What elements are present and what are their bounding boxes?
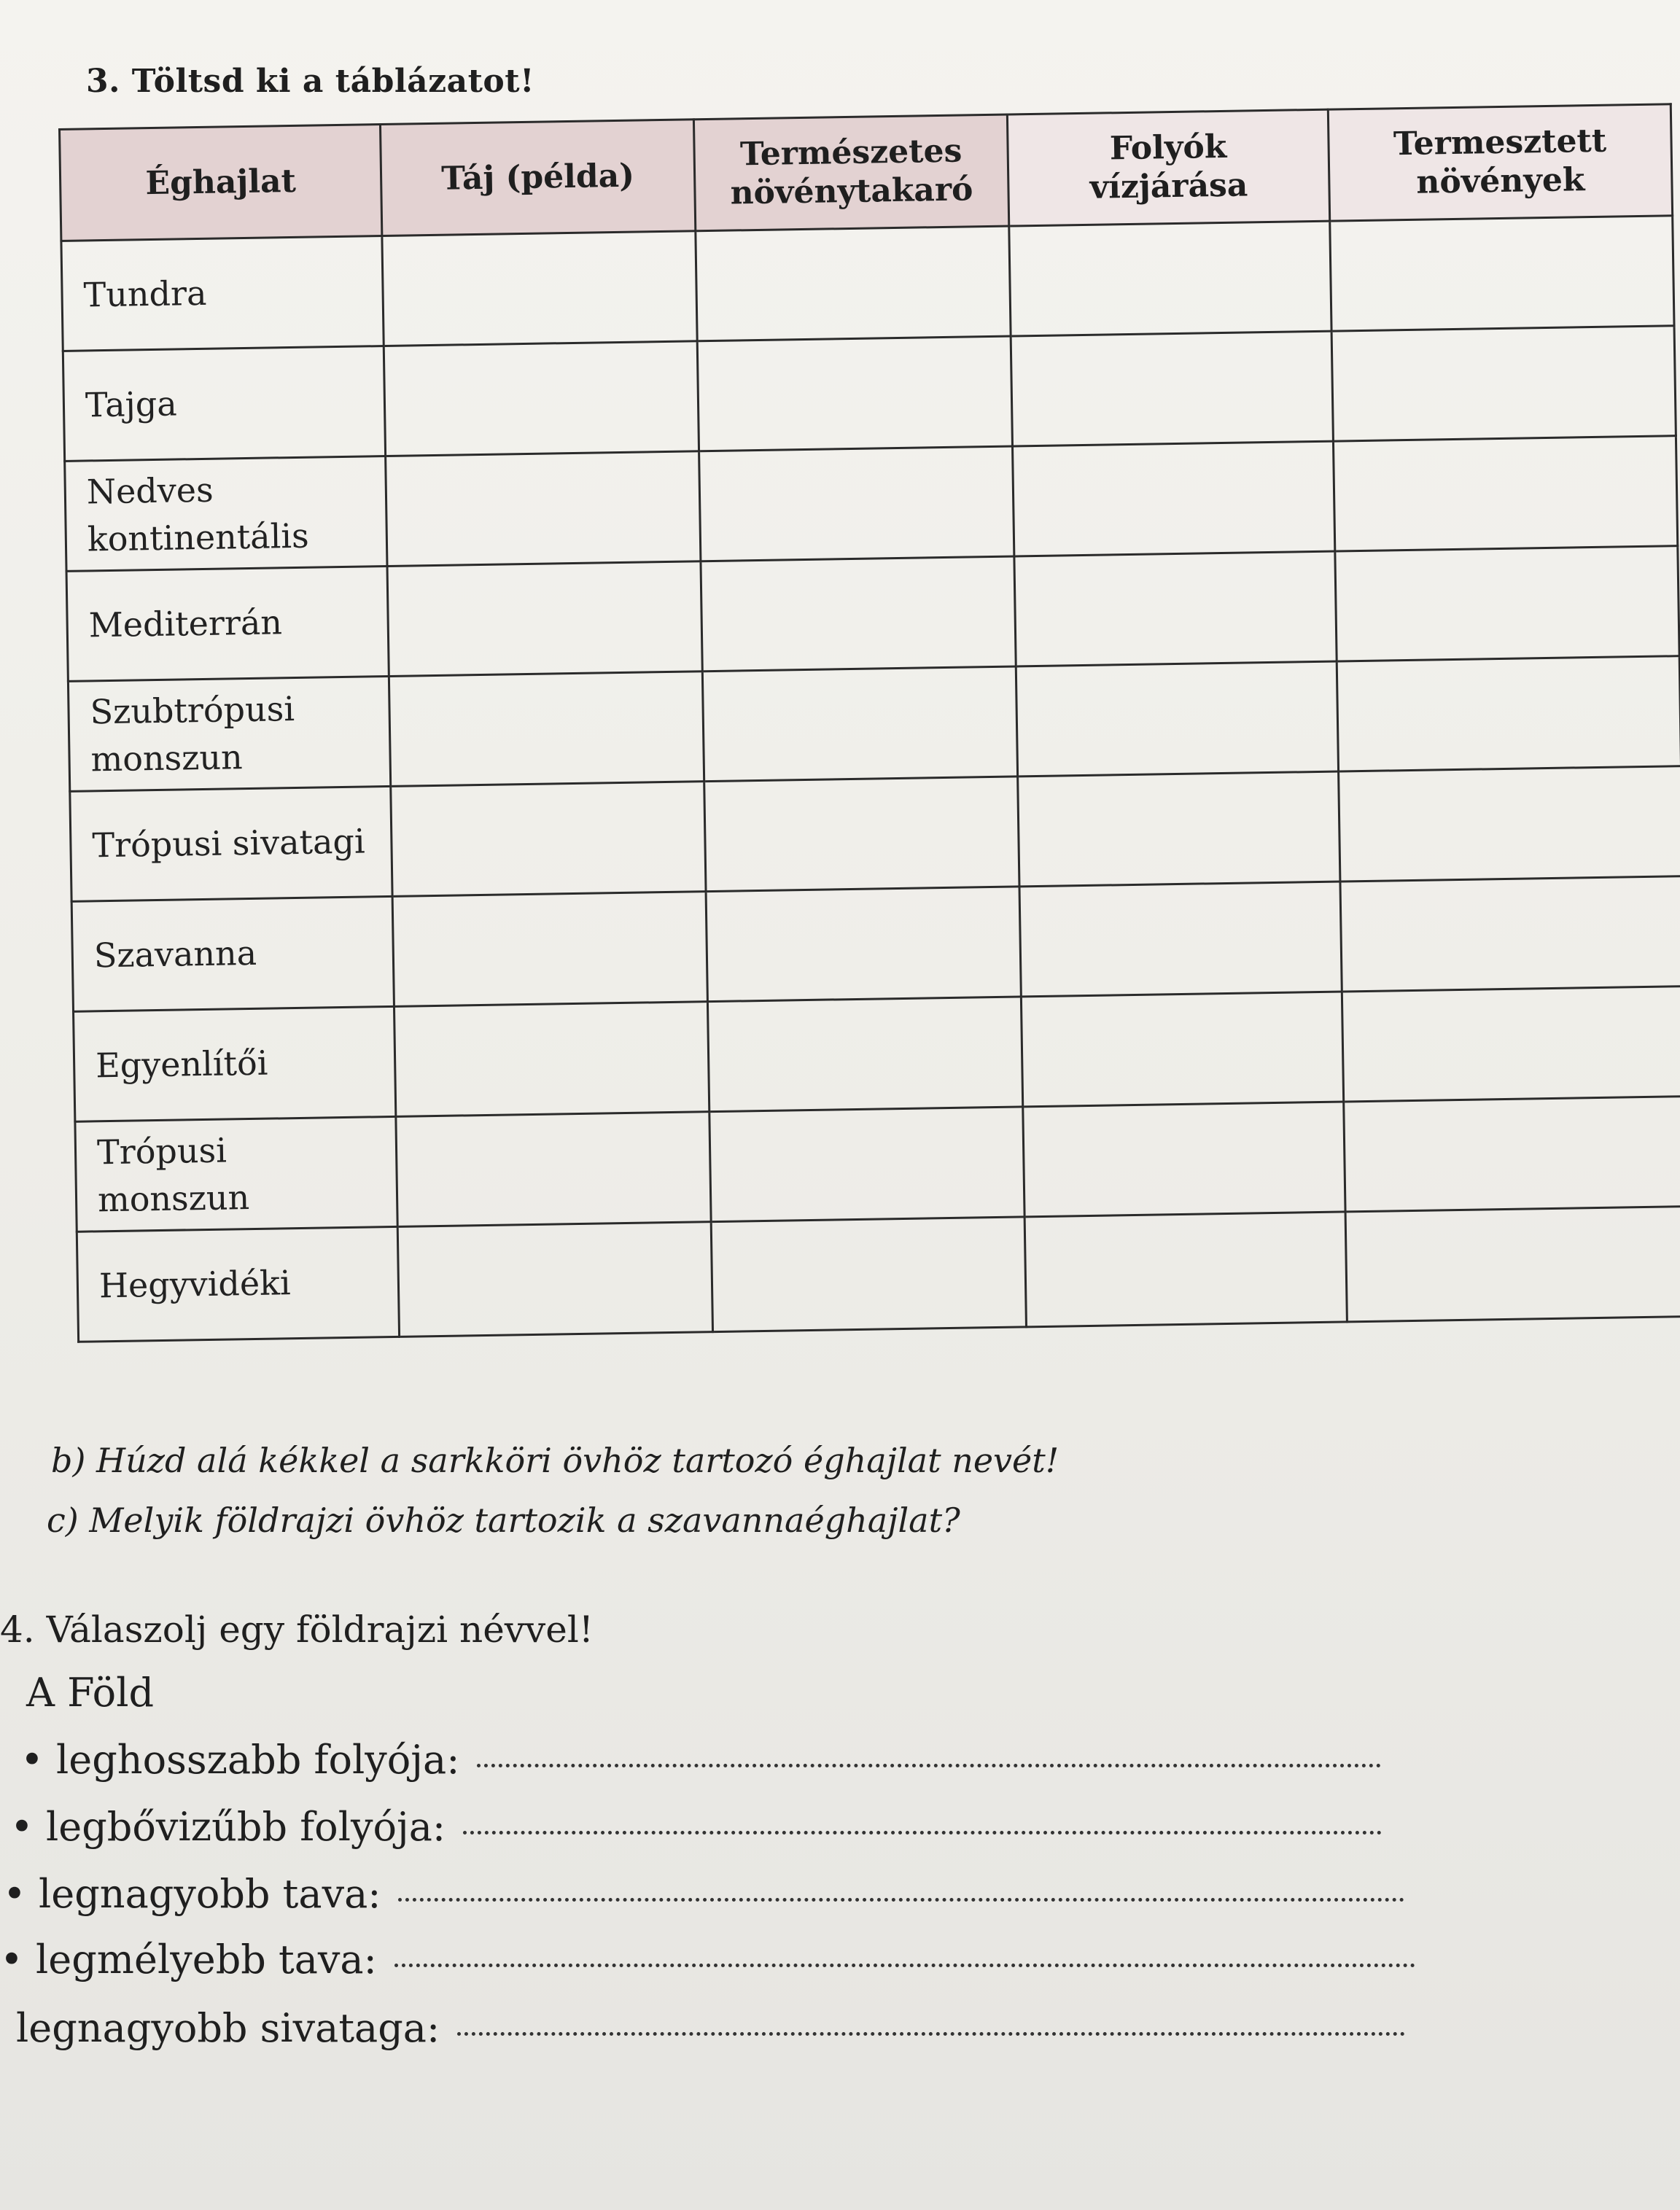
answer-cell[interactable] — [1339, 766, 1680, 882]
answer-cell[interactable] — [396, 1112, 711, 1227]
answer-cell[interactable] — [394, 1002, 709, 1117]
answer-label: legnagyobb sivataga: — [16, 2005, 440, 2051]
answer-cell[interactable] — [706, 887, 1021, 1002]
answer-line-largest-lake — [3, 1871, 1404, 1917]
answer-cell[interactable] — [391, 782, 706, 897]
answer-cell[interactable] — [1024, 1212, 1347, 1327]
answer-line-longest-river — [20, 1737, 1381, 1783]
answer-cell[interactable] — [699, 446, 1014, 561]
answer-label: • legbővizűbb folyója: — [10, 1804, 446, 1850]
answer-cell[interactable] — [386, 451, 701, 567]
answer-cell[interactable] — [1014, 551, 1337, 666]
climate-table — [58, 103, 1680, 1343]
answer-cell[interactable] — [387, 561, 702, 677]
answer-cell[interactable] — [711, 1217, 1026, 1332]
answer-cell[interactable] — [1333, 436, 1677, 551]
row-label: Trópusi monszun — [75, 1116, 397, 1232]
answer-cell[interactable] — [1337, 656, 1680, 771]
answer-blank[interactable] — [463, 1831, 1382, 1834]
answer-cell[interactable] — [1023, 1102, 1345, 1217]
answer-cell[interactable] — [1340, 876, 1680, 992]
answer-blank[interactable] — [394, 1964, 1415, 1967]
header-river-regime: Folyók vízjárása — [1007, 109, 1329, 226]
row-label: Szavanna — [71, 896, 394, 1011]
row-label: Mediterrán — [66, 566, 389, 681]
answer-cell[interactable] — [1013, 441, 1335, 556]
answer-cell[interactable] — [704, 777, 1019, 892]
answer-cell[interactable] — [1335, 546, 1679, 661]
answer-cell[interactable] — [1011, 331, 1333, 446]
exercise-4-subtitle: A Föld — [26, 1670, 155, 1716]
answer-cell[interactable] — [1009, 221, 1331, 336]
exercise-4-title: 4. Válaszolj egy földrajzi névvel! — [0, 1608, 594, 1651]
answer-cell[interactable] — [702, 666, 1017, 782]
row-label: Nedves kontinentális — [65, 456, 387, 572]
row-label: Tundra — [61, 236, 384, 351]
answer-label: • leghosszabb folyója: — [20, 1737, 460, 1783]
header-climate: Éghajlat — [60, 125, 382, 241]
answer-blank[interactable] — [477, 1764, 1381, 1767]
answer-cell[interactable] — [1345, 1207, 1680, 1322]
question-c: c) Melyik földrajzi övhöz tartozik a szavannaéghajlat? — [47, 1501, 960, 1540]
answer-line-deepest-lake — [0, 1937, 1415, 1983]
row-label: Hegyvidéki — [77, 1226, 399, 1342]
answer-cell[interactable] — [1344, 1097, 1680, 1212]
header-natural-vegetation: Természetes növénytakaró — [693, 114, 1008, 231]
answer-cell[interactable] — [1330, 216, 1674, 331]
answer-cell[interactable] — [709, 1107, 1024, 1222]
exercise-3-title: 3. Töltsd ki a táblázatot! — [86, 63, 534, 100]
question-b: b) Húzd alá kékkel a sarkköri övhöz tartozó éghajlat nevét! — [51, 1441, 1059, 1480]
answer-label: • legmélyebb tava: — [0, 1937, 377, 1983]
row-label: Tajga — [63, 346, 385, 462]
answer-line-richest-river — [10, 1804, 1382, 1850]
row-label: Szubtrópusi monszun — [68, 676, 390, 791]
answer-cell[interactable] — [382, 231, 697, 346]
answer-label: • legnagyobb tava: — [3, 1871, 381, 1917]
answer-cell[interactable] — [1342, 987, 1680, 1102]
row-label: Trópusi sivatagi — [70, 786, 392, 901]
answer-cell[interactable] — [389, 672, 704, 787]
answer-cell[interactable] — [701, 556, 1016, 672]
answer-line-largest-desert — [16, 2005, 1405, 2051]
row-label: Egyenlítői — [74, 1006, 396, 1121]
answer-cell[interactable] — [1018, 771, 1340, 887]
header-cultivated-plants: Termesztett növények — [1328, 104, 1672, 221]
answer-blank[interactable] — [398, 1898, 1404, 1902]
answer-cell[interactable] — [392, 892, 707, 1007]
answer-blank[interactable] — [457, 2032, 1405, 2036]
header-landscape: Táj (példa) — [380, 120, 695, 236]
answer-cell[interactable] — [397, 1222, 712, 1337]
answer-cell[interactable] — [696, 226, 1011, 341]
answer-cell[interactable] — [384, 341, 699, 456]
answer-cell[interactable] — [1016, 661, 1338, 777]
answer-cell[interactable] — [1019, 882, 1342, 997]
answer-cell[interactable] — [1021, 992, 1343, 1107]
answer-cell[interactable] — [1331, 326, 1676, 441]
answer-cell[interactable] — [697, 336, 1012, 451]
answer-cell[interactable] — [707, 997, 1022, 1112]
